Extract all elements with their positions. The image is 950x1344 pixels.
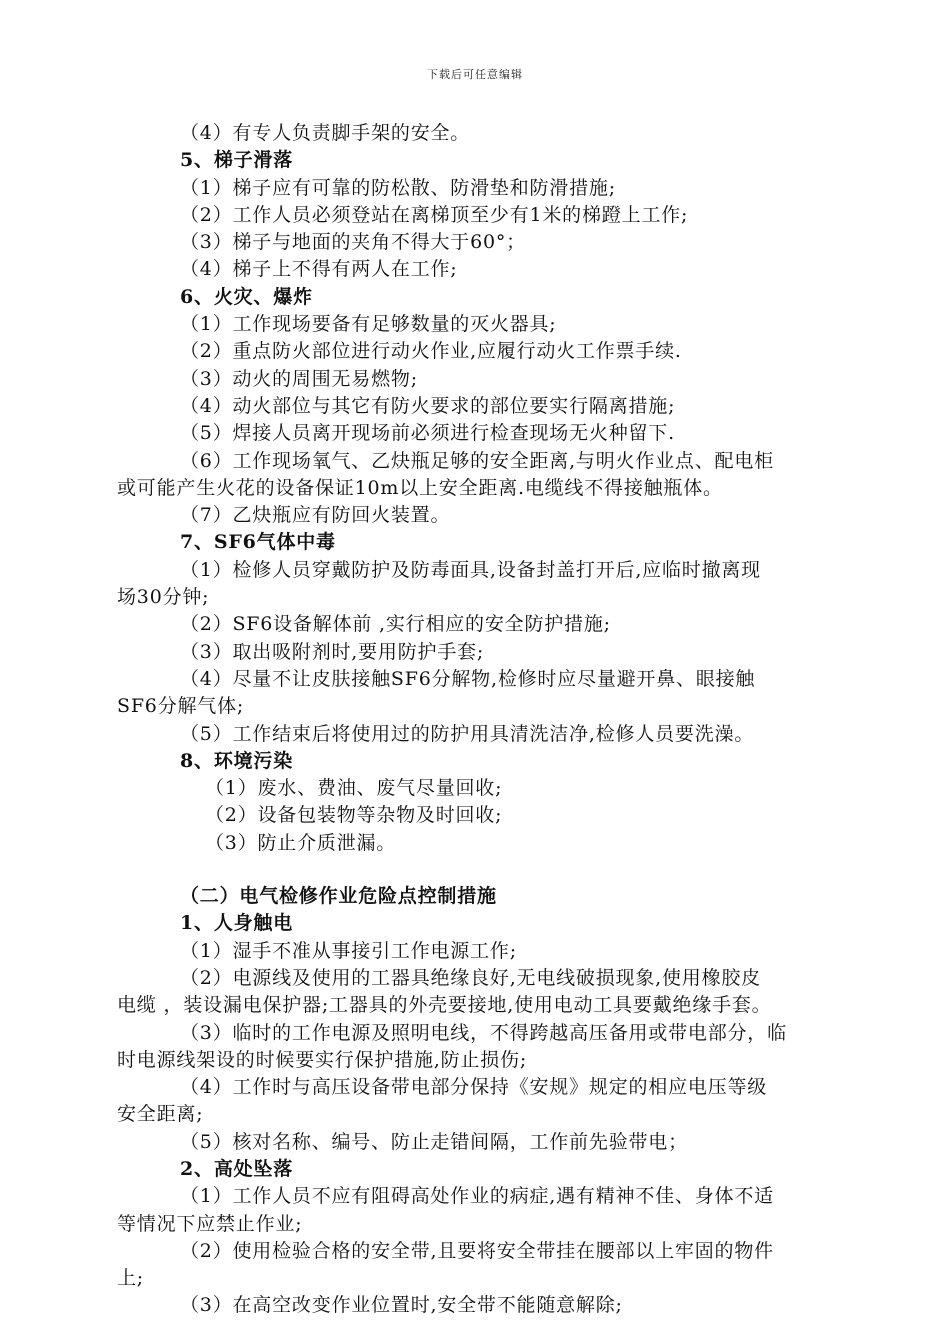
text-line: （1）工作现场要备有足够数量的灭火器具;	[180, 313, 557, 336]
section-heading: （二）电气检修作业危险点控制措施	[180, 885, 497, 908]
text-line: （2）电源线及使用的工器具绝缘良好,无电线破损现象,使用橡胶皮	[180, 966, 761, 989]
section-heading: 1、人身触电	[180, 912, 294, 935]
text-line: （1）工作人员不应有阻碍高处作业的病症,遇有精神不佳、身体不适	[180, 1185, 774, 1208]
text-line: SF6分解气体;	[117, 695, 245, 718]
text-line: （4）工作时与高压设备带电部分保持《安规》规定的相应电压等级	[180, 1076, 768, 1099]
text-line: （4）动火部位与其它有防火要求的部位要实行隔离措施;	[180, 394, 676, 417]
text-line: （1）检修人员穿戴防护及防毒面具,设备封盖打开后,应临时撤离现	[180, 558, 761, 581]
section-heading: 6、火灾、爆炸	[180, 285, 313, 308]
text-line: （3）梯子与地面的夹角不得大于60°；	[180, 231, 526, 254]
text-line: （3）动火的周围无易燃物;	[180, 367, 418, 390]
text-line: （4）梯子上不得有两人在工作;	[180, 258, 458, 281]
blank-gap	[117, 857, 850, 883]
page-header: 下载后可任意编辑	[427, 68, 523, 81]
text-line: （2）工作人员必须登站在离梯顶至少有1米的梯蹬上工作;	[180, 203, 689, 226]
section-heading: 2、高处坠落	[180, 1157, 294, 1180]
section-heading: 8、环境污染	[180, 749, 294, 772]
text-line: 时电源线架设的时候要实行保护措施,防止损伤;	[117, 1048, 528, 1071]
text-line: （1）湿手不准从事接引工作电源工作;	[180, 939, 517, 962]
text-line: 或可能产生火花的设备保证10m以上安全距离.电缆线不得接触瓶体。	[117, 476, 723, 499]
text-line: （4）尽量不让皮肤接触SF6分解物,检修时应尽量避开鼻、眼接触	[180, 667, 756, 690]
text-line: （1）梯子应有可靠的防松散、防滑垫和防滑措施;	[180, 176, 616, 199]
section-heading: 7、SF6气体中毒	[180, 531, 336, 554]
text-line: （3）在高空改变作业位置时,安全带不能随意解除;	[180, 1294, 623, 1317]
text-line: （6）工作现场氧气、乙炔瓶足够的安全距离,与明火作业点、配电柜	[180, 449, 774, 472]
text-line: 电缆 ，装设漏电保护器;工器具的外壳要接地,使用电动工具要戴绝缘手套。	[117, 994, 772, 1017]
text-line: （4）有专人负责脚手架的安全。	[180, 122, 471, 144]
text-line: （7）乙炔瓶应有防回火装置。	[180, 504, 451, 527]
text-line: 场30分钟;	[117, 586, 210, 609]
text-line: （5）核对名称、编号、防止走错间隔，工作前先验带电；	[180, 1130, 688, 1153]
text-line: （3）临时的工作电源及照明电线，不得跨越高压备用或带电部分，临	[180, 1021, 787, 1044]
text-line: （5）工作结束后将使用过的防护用具清洗洁净,检修人员要洗澡。	[180, 722, 755, 745]
document-body	[117, 120, 850, 1320]
text-line: 等情况下应禁止作业;	[117, 1212, 303, 1235]
text-line: （2）重点防火部位进行动火作业,应履行动火工作票手续.	[180, 340, 682, 363]
section-heading: 5、梯子滑落	[180, 149, 294, 172]
text-line: 安全距离;	[117, 1103, 204, 1126]
text-line: （2）SF6设备解体前 ,实行相应的安全防护措施;	[180, 613, 611, 636]
text-line: （2）使用检验合格的安全带,且要将安全带挂在腰部以上牢固的物件	[180, 1239, 774, 1262]
text-line: （3）防止介质泄漏。	[205, 831, 397, 854]
text-line: （1）废水、费油、废气尽量回收;	[205, 777, 503, 800]
text-line: 上;	[117, 1267, 145, 1290]
text-line: （5）焊接人员离开现场前必须进行检查现场无火种留下.	[180, 422, 675, 445]
text-line: （3）取出吸附剂时,要用防护手套;	[180, 640, 485, 663]
text-line: （2）设备包装物等杂物及时回收;	[205, 804, 503, 827]
